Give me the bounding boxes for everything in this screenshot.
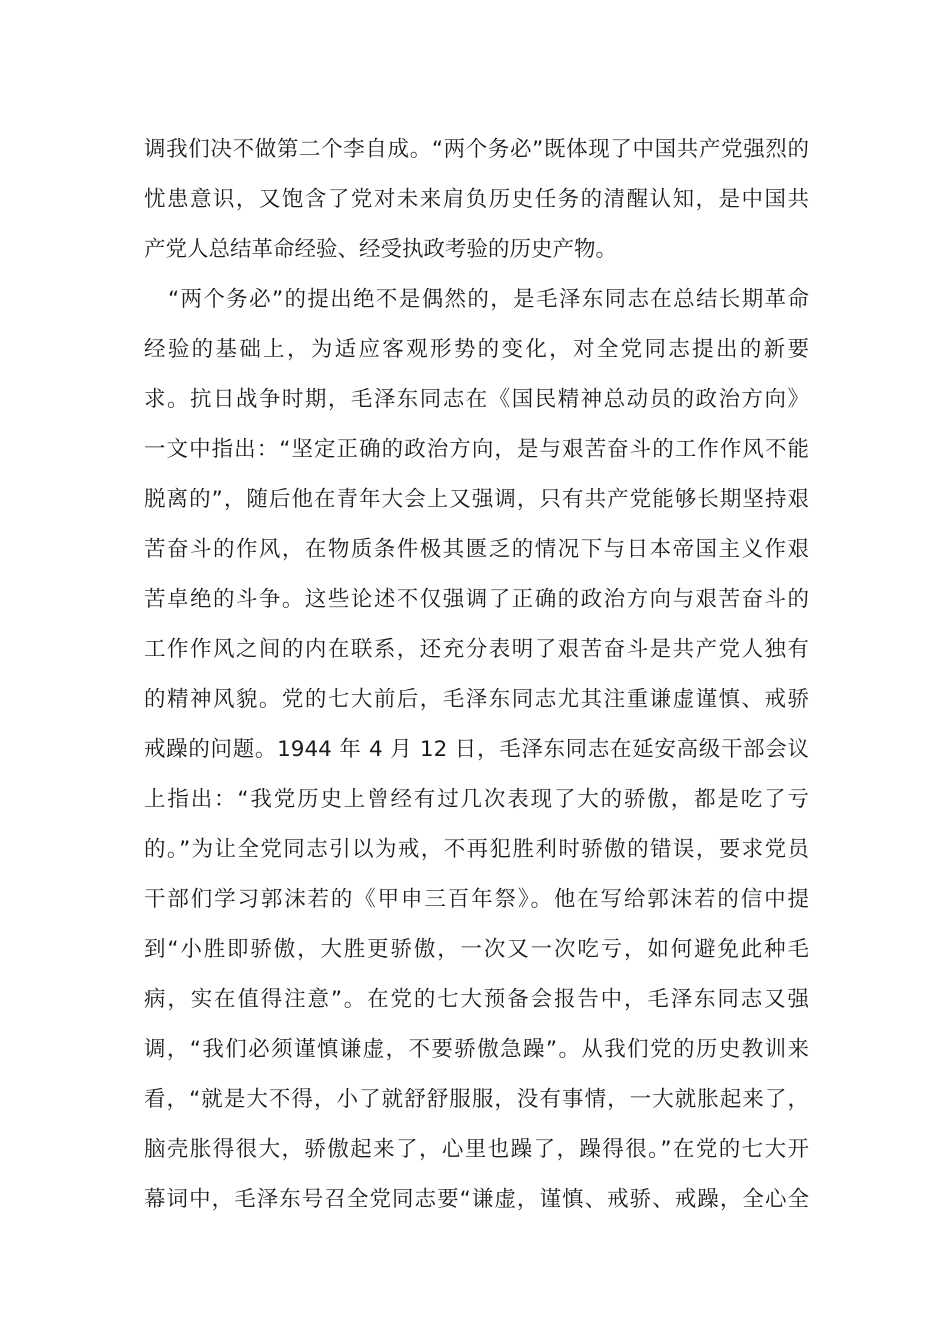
text-line: 病，实在值得注意”。在党的七大预备会报告中，毛泽东同志又强 xyxy=(144,987,809,1012)
text-line: 求。抗日战争时期，毛泽东同志在《国民精神总动员的政治方向》 xyxy=(144,387,809,412)
text-line: 调我们决不做第二个李自成。“两个务必”既体现了中国共产党强烈的 xyxy=(144,137,809,162)
text-line: 看，“就是大不得，小了就舒舒服服，没有事情，一大就胀起来了， xyxy=(144,1087,809,1112)
text-line: 产党人总结革命经验、经受执政考验的历史产物。 xyxy=(144,237,618,262)
text-line: 戒躁的问题。1944 年 4 月 12 日，毛泽东同志在延安高级干部会议 xyxy=(144,737,809,762)
text-line: 苦卓绝的斗争。这些论述不仅强调了正确的政治方向与艰苦奋斗的 xyxy=(144,587,809,612)
text-line: 上指出：“我党历史上曾经有过几次表现了大的骄傲，都是吃了亏 xyxy=(144,787,809,812)
text-line: 干部们学习郭沫若的《甲申三百年祭》。他在写给郭沫若的信中提 xyxy=(144,887,809,912)
text-line: 的精神风貌。党的七大前后，毛泽东同志尤其注重谦虚谨慎、戒骄 xyxy=(144,687,809,712)
paragraph-first-line: “两个务必”的提出绝不是偶然的，是毛泽东同志在总结长期革命 xyxy=(168,287,809,312)
text-line: 调，“我们必须谨慎谦虚，不要骄傲急躁”。从我们党的历史教训来 xyxy=(144,1037,809,1062)
text-line: 工作作风之间的内在联系，还充分表明了艰苦奋斗是共产党人独有 xyxy=(144,637,809,662)
text-line: 脱离的”，随后他在青年大会上又强调，只有共产党能够长期坚持艰 xyxy=(144,487,809,512)
text-line: 经验的基础上，为适应客观形势的变化，对全党同志提出的新要 xyxy=(144,337,809,362)
text-line: 苦奋斗的作风，在物质条件极其匮乏的情况下与日本帝国主义作艰 xyxy=(144,537,809,562)
text-line: 的。”为让全党同志引以为戒，不再犯胜利时骄傲的错误，要求党员 xyxy=(144,837,809,862)
text-line: 脑壳胀得很大，骄傲起来了，心里也躁了，躁得很。”在党的七大开 xyxy=(144,1137,809,1162)
text-line: 忧患意识，又饱含了党对未来肩负历史任务的清醒认知，是中国共 xyxy=(144,187,809,212)
text-line: 到“小胜即骄傲，大胜更骄傲，一次又一次吃亏，如何避免此种毛 xyxy=(144,937,809,962)
text-line: 幕词中，毛泽东号召全党同志要“谦虚，谨慎、戒骄、戒躁，全心全 xyxy=(144,1187,809,1212)
text-line: 一文中指出：“坚定正确的政治方向，是与艰苦奋斗的工作作风不能 xyxy=(144,437,809,462)
